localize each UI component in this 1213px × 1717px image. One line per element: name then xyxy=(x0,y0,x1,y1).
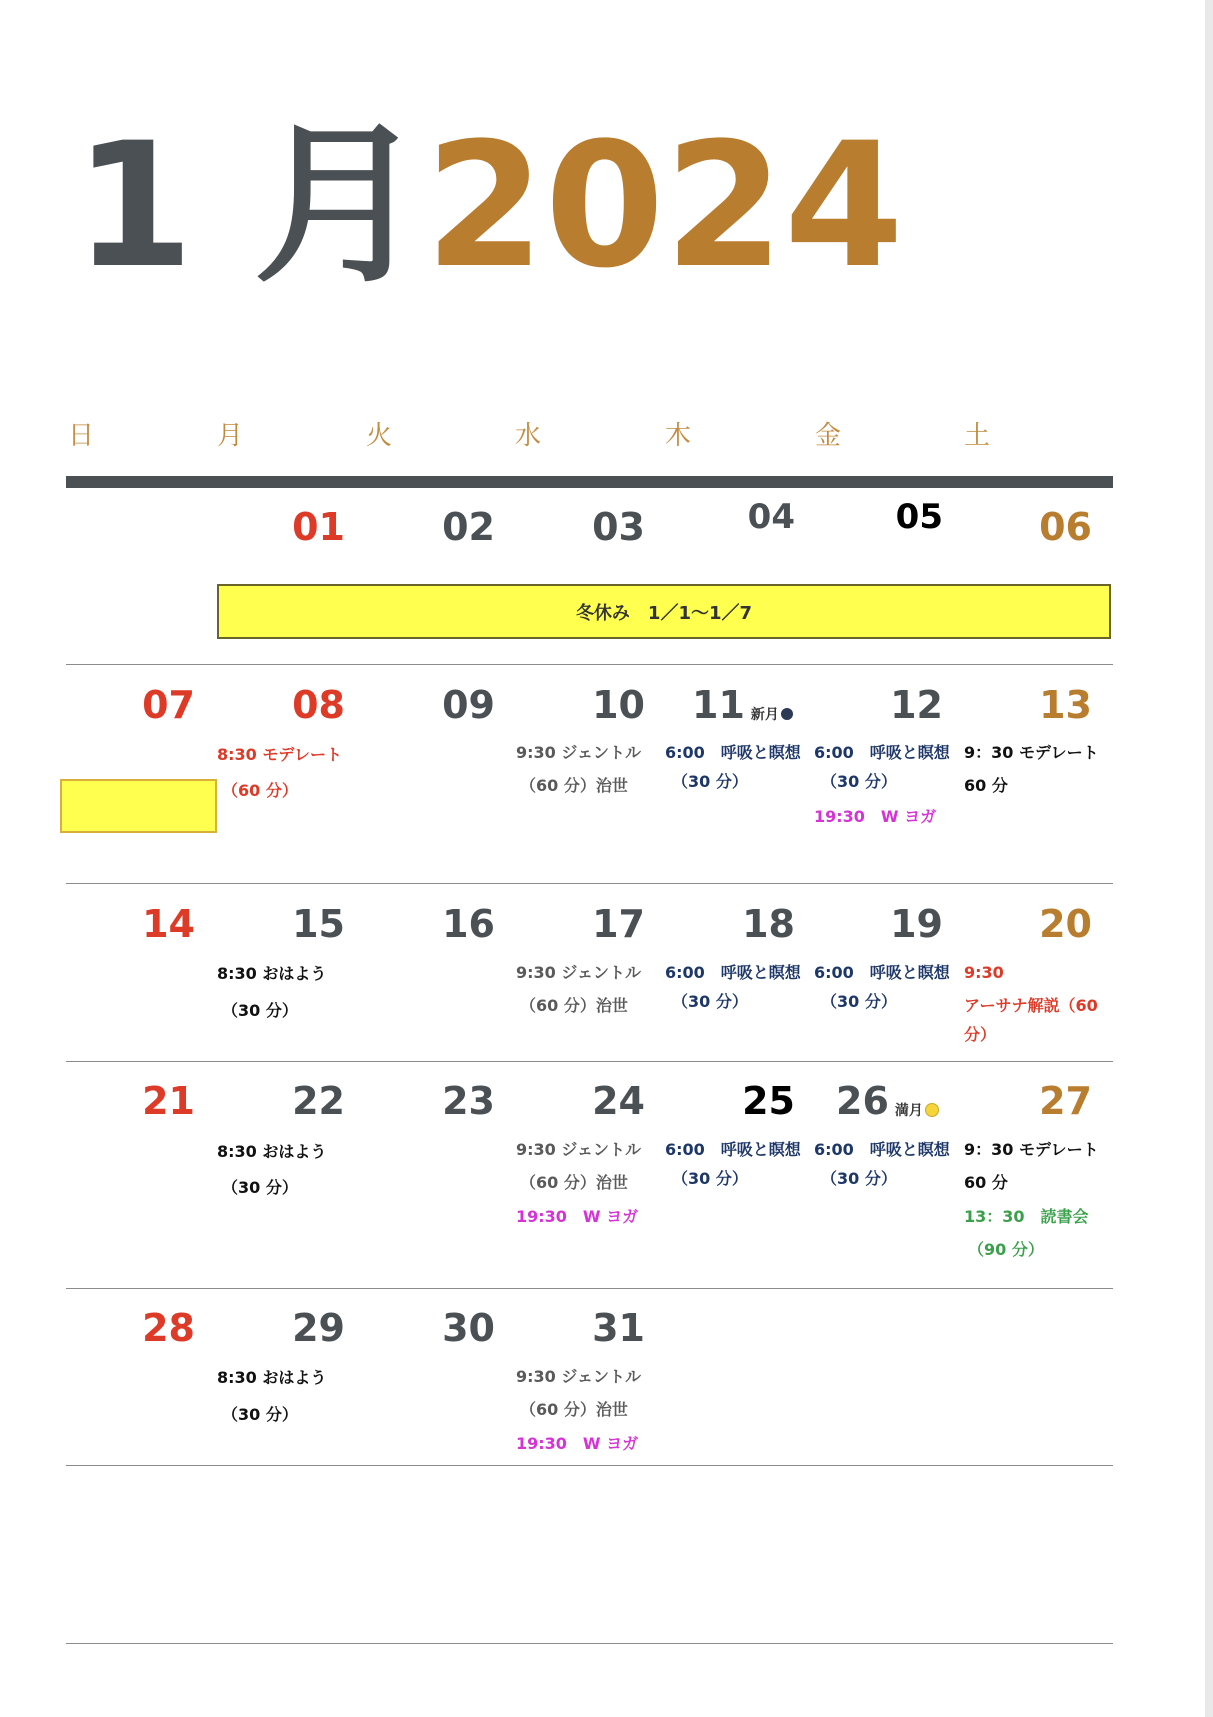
day-19: 19 xyxy=(890,902,943,946)
event-19-duration: （30 分） xyxy=(821,992,897,1011)
day-22: 22 xyxy=(292,1079,345,1123)
day-29: 29 xyxy=(292,1306,345,1350)
day-03: 03 xyxy=(592,505,645,549)
event-11-duration: （30 分） xyxy=(672,772,748,791)
row-divider xyxy=(66,664,1113,665)
day-17: 17 xyxy=(592,902,645,946)
event-08-duration: （60 分） xyxy=(222,781,298,800)
header-bar xyxy=(66,476,1113,488)
event-27-reading: 13：30 読書会 xyxy=(964,1207,1089,1226)
event-27-time: 9：30 モデレート xyxy=(964,1140,1099,1159)
day-20: 20 xyxy=(1039,902,1092,946)
day-21: 21 xyxy=(142,1079,195,1123)
event-31-time: 9:30 ジェントル xyxy=(516,1367,642,1386)
event-26-duration: （30 分） xyxy=(821,1169,897,1188)
weekday-tue: 火 xyxy=(366,421,393,451)
winter-break-text: 冬休み 1／1〜1／7 xyxy=(575,602,753,624)
event-29-duration: （30 分） xyxy=(222,1405,298,1424)
day-12: 12 xyxy=(890,683,943,727)
day-18: 18 xyxy=(742,902,795,946)
event-20-time: 9:30 xyxy=(964,963,1004,982)
day-26-cell-header xyxy=(836,1079,939,1123)
event-13-time: 9：30 モデレート xyxy=(964,743,1099,762)
full-moon-icon xyxy=(925,1103,939,1117)
day-28: 28 xyxy=(142,1306,195,1350)
day-07: 07 xyxy=(142,683,195,727)
event-10-duration: （60 分）治世 xyxy=(520,776,628,795)
event-18-duration: （30 分） xyxy=(672,992,748,1011)
event-15-time: 8:30 おはよう xyxy=(217,964,327,983)
event-29-time: 8:30 おはよう xyxy=(217,1368,327,1387)
event-17-time: 9:30 ジェントル xyxy=(516,963,642,982)
weekday-sat: 土 xyxy=(964,421,991,451)
title-year: 2024 xyxy=(425,105,904,306)
event-22-time: 8:30 おはよう xyxy=(217,1142,327,1161)
event-20-duration: 分） xyxy=(964,1025,997,1044)
event-24-time: 9:30 ジェントル xyxy=(516,1140,642,1159)
day-27: 27 xyxy=(1039,1079,1092,1123)
event-25-duration: （30 分） xyxy=(672,1169,748,1188)
event-27-duration: 60 分 xyxy=(964,1173,1008,1192)
row-divider xyxy=(66,1643,1113,1644)
event-31-evening: 19:30 W ヨガ xyxy=(516,1434,639,1453)
event-18-time: 6:00 呼吸と瞑想 xyxy=(665,963,801,982)
new-moon-label: 新月 xyxy=(750,706,779,723)
event-26-time: 6:00 呼吸と瞑想 xyxy=(814,1140,950,1159)
event-11-time: 6:00 呼吸と瞑想 xyxy=(665,743,801,762)
event-24-duration: （60 分）治世 xyxy=(520,1173,628,1192)
event-31-duration: （60 分）治世 xyxy=(520,1400,628,1419)
day-11: 11 xyxy=(692,683,745,727)
day-10: 10 xyxy=(592,683,645,727)
page-edge xyxy=(1205,0,1213,1717)
day-31: 31 xyxy=(592,1306,645,1350)
event-19-time: 6:00 呼吸と瞑想 xyxy=(814,963,950,982)
event-24-evening: 19:30 W ヨガ xyxy=(516,1207,639,1226)
new-moon-icon xyxy=(781,708,793,720)
day-09: 09 xyxy=(442,683,495,727)
event-27-reading-duration: （90 分） xyxy=(968,1240,1044,1259)
event-22-duration: （30 分） xyxy=(222,1178,298,1197)
day-01: 01 xyxy=(292,505,345,549)
day-26: 26 xyxy=(836,1079,889,1123)
event-10-time: 9:30 ジェントル xyxy=(516,743,642,762)
event-12-evening: 19:30 W ヨガ xyxy=(814,807,937,826)
day-16: 16 xyxy=(442,902,495,946)
day-24: 24 xyxy=(592,1079,645,1123)
day-23: 23 xyxy=(442,1079,495,1123)
day-15: 15 xyxy=(292,902,345,946)
event-13-duration: 60 分 xyxy=(964,776,1008,795)
day-25: 25 xyxy=(742,1079,795,1123)
day-04: 04 xyxy=(747,497,795,537)
weekday-fri: 金 xyxy=(815,421,842,451)
weekday-sun: 日 xyxy=(68,421,95,451)
title-month: 1 月 xyxy=(74,105,426,306)
weekday-wed: 水 xyxy=(515,421,542,451)
event-12-duration: （30 分） xyxy=(821,772,897,791)
weekday-mon: 月 xyxy=(217,421,244,451)
highlight-box xyxy=(60,779,217,833)
full-moon-label: 満月 xyxy=(894,1102,923,1119)
winter-break-banner xyxy=(217,584,1111,639)
event-15-duration: （30 分） xyxy=(222,1001,298,1020)
row-divider xyxy=(66,1061,1113,1062)
day-05: 05 xyxy=(895,497,943,537)
day-08: 08 xyxy=(292,683,345,727)
weekday-thu: 木 xyxy=(665,421,692,451)
event-20-title: アーサナ解説（60 xyxy=(964,996,1098,1015)
row-divider xyxy=(66,1288,1113,1289)
event-08-time: 8:30 モデレート xyxy=(217,745,343,764)
day-14: 14 xyxy=(142,902,195,946)
row-divider xyxy=(66,1465,1113,1466)
day-11-cell-header xyxy=(692,683,793,727)
event-25-time: 6:00 呼吸と瞑想 xyxy=(665,1140,801,1159)
day-30: 30 xyxy=(442,1306,495,1350)
event-12-time: 6:00 呼吸と瞑想 xyxy=(814,743,950,762)
day-02: 02 xyxy=(442,505,495,549)
day-13: 13 xyxy=(1039,683,1092,727)
event-17-duration: （60 分）治世 xyxy=(520,996,628,1015)
row-divider xyxy=(66,883,1113,884)
day-06: 06 xyxy=(1039,505,1092,549)
